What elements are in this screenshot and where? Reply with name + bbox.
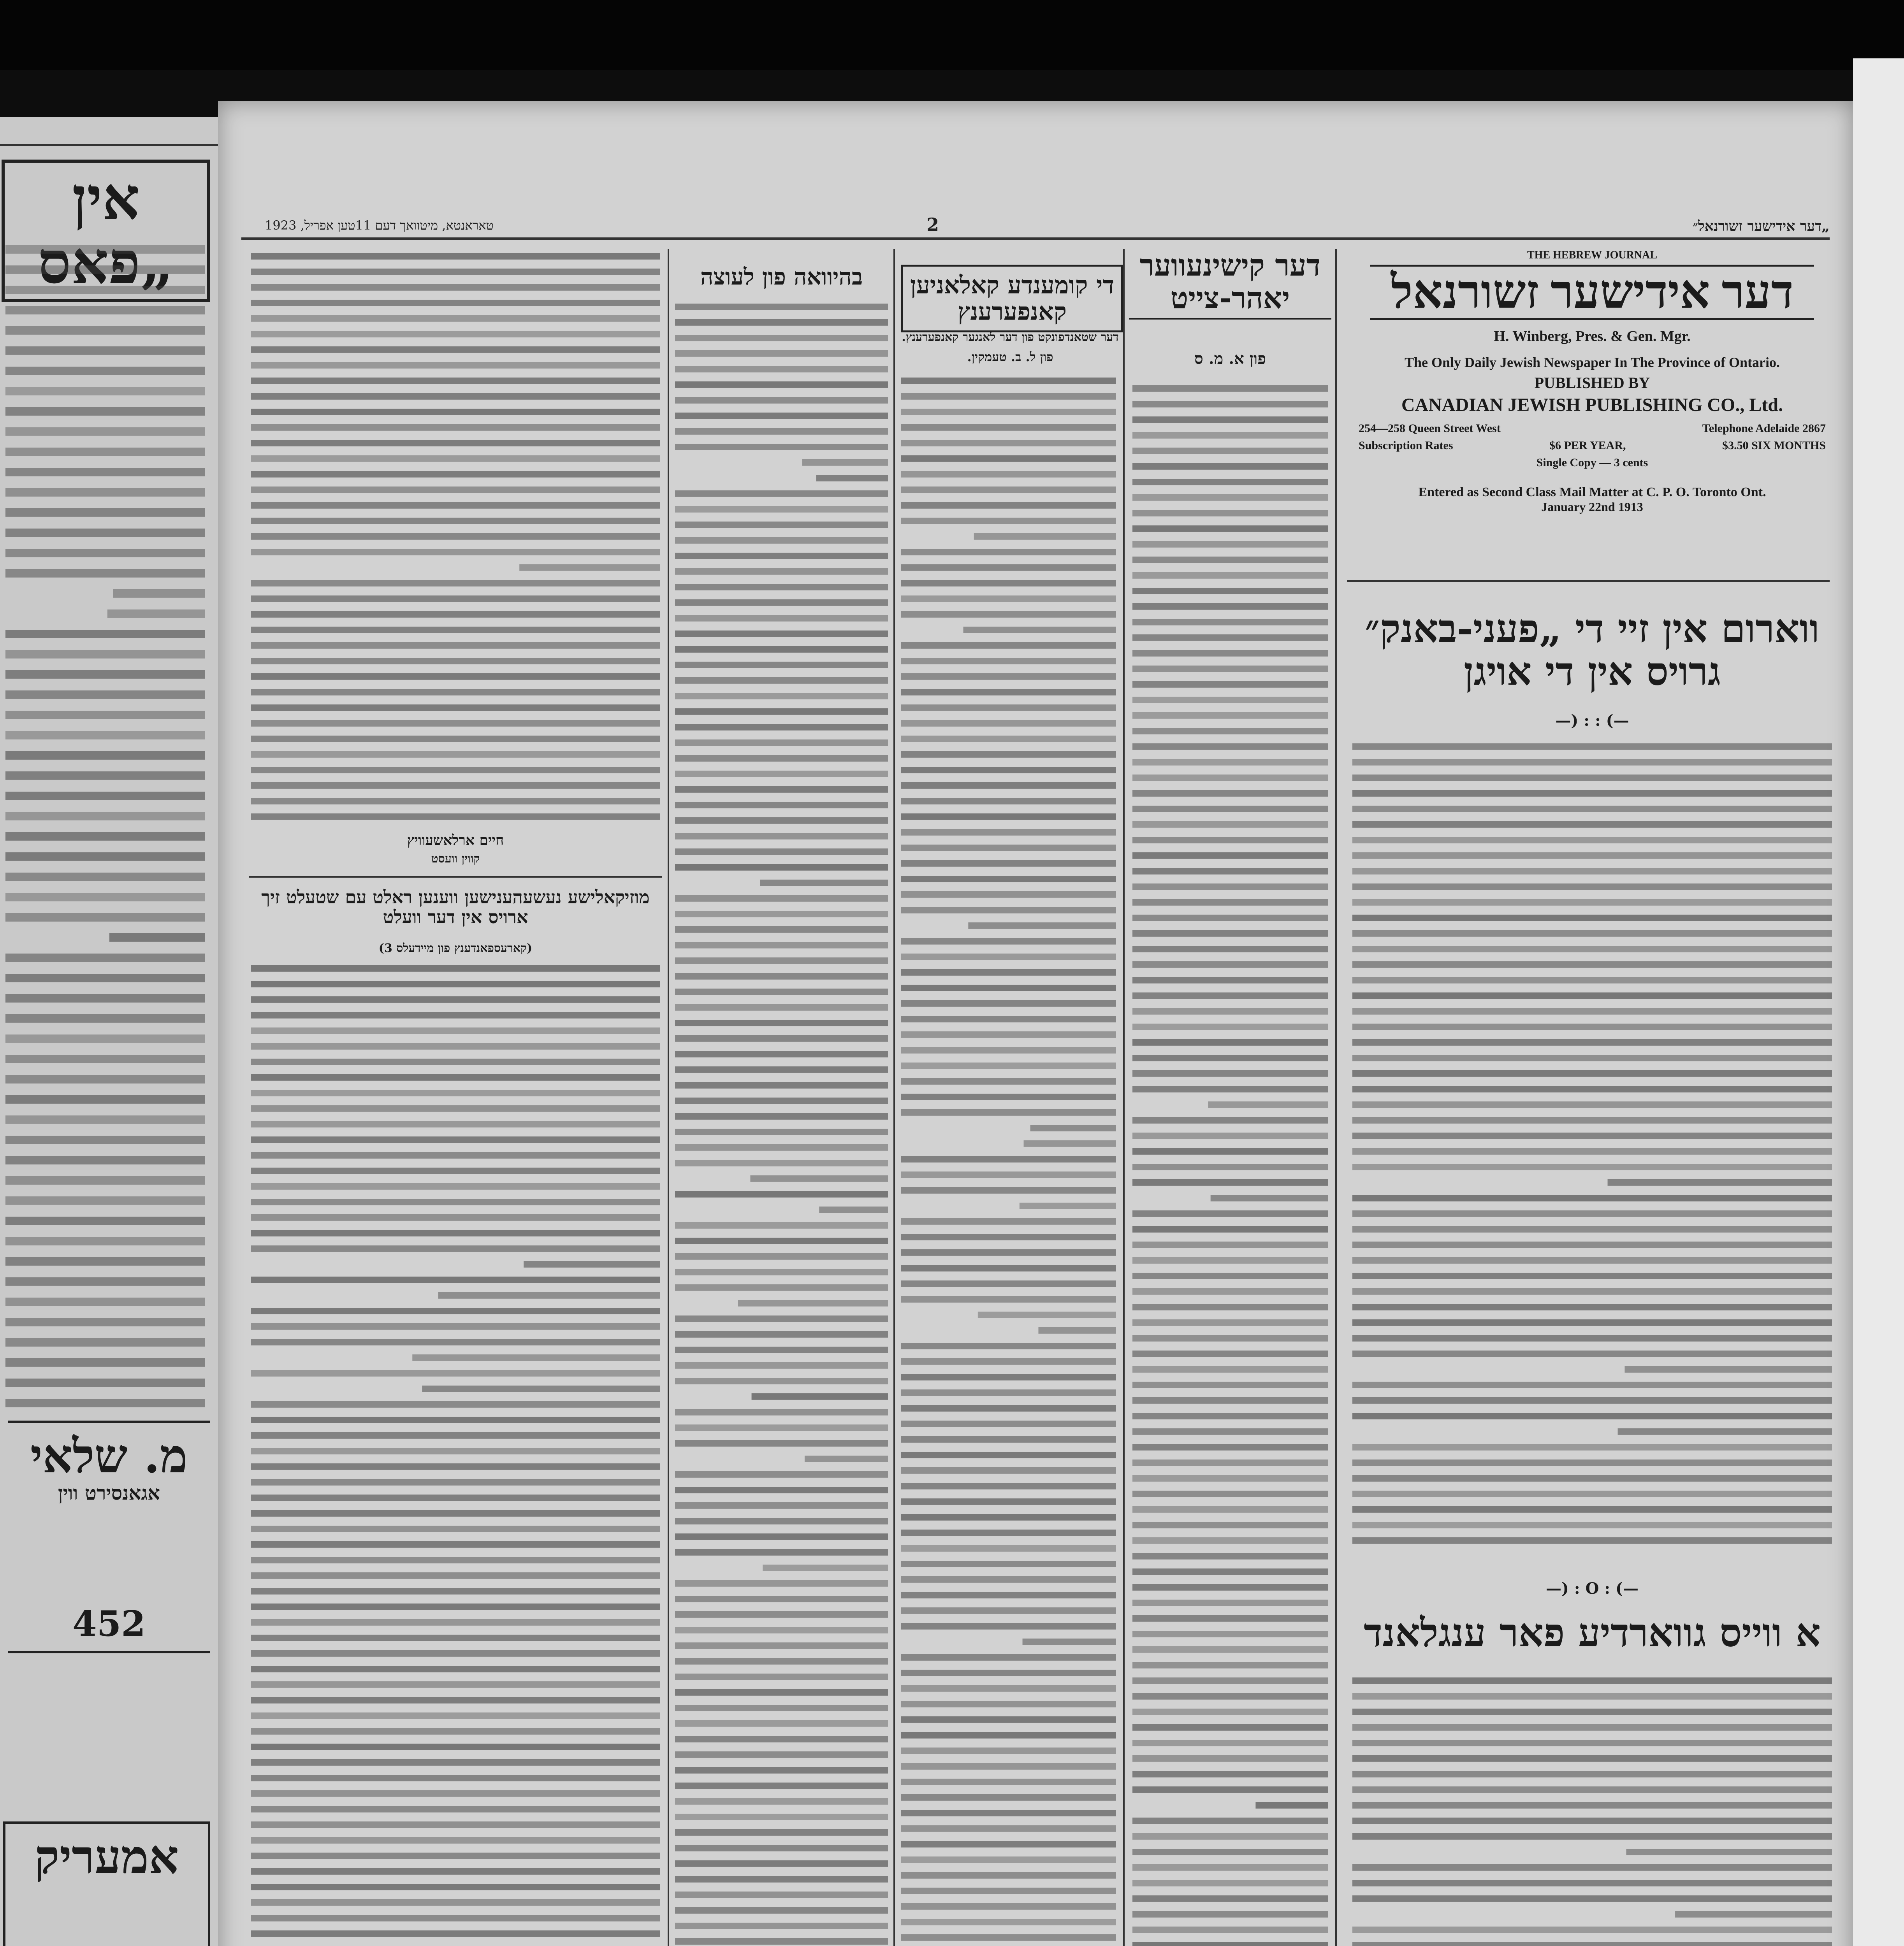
second-article-text-lines [1351,1674,1834,1946]
editorial-divider: —) : : (— [1555,711,1629,730]
left-ad-phone: 452 [72,1603,146,1644]
second-article-body [1351,1674,1834,1946]
editorial-headline: ווארום אין זיי די „פעני-באנק״ גרויס אין די אויגן [1365,606,1820,694]
left-ad-sub: אגאנסירט ווין [58,1481,160,1504]
left-column-top-body [249,249,662,833]
kishinev-text-lines [1131,381,1329,1946]
editorial-body [1351,739,1834,1557]
music-text-lines [249,961,662,1946]
zion-body [673,300,890,1946]
left-page-ad-1 [8,1421,210,1653]
single-copy-price: Single Copy — 3 cents [1536,456,1648,469]
music-body [249,961,662,1946]
kishinev-body [1131,381,1329,1946]
scan-background-top [0,0,1904,70]
kishinev-headline: דער קישינעווער יאהר-צייט [1129,249,1331,320]
conference-byline: פון ל. ב. טעמקין. [967,350,1053,364]
conference-body [899,374,1117,1946]
masthead-box [1347,249,1837,568]
left-page-headline: אין „פאס [2,160,210,302]
music-headline: מוזיקאלישע נעשעהענישען ווענען ראלט עם שטעלט זיך ארויס אין דער וועלט [261,887,650,927]
conference-subhead: דער שטאנדפונקט פון דער לאנגער קאנפערענץ. [902,330,1119,344]
subscription-label: Subscription Rates [1359,439,1453,452]
left-ad-name: מ. שלאי [30,1429,188,1484]
subscription-year: $6 PER YEAR, [1549,439,1626,452]
second-headline: א ווייס גווארדיע פאר ענגלאנד [1364,1610,1821,1656]
zion-headline: בהיוואה פון לעוצה [700,263,863,290]
mail-registration: Entered as Second Class Mail Matter at C. P. O. Toronto Ont. [1418,485,1766,499]
masthead-address: 254—258 Queen Street West [1359,422,1501,435]
conference-headline: די קומענדע קאלאניען קאנפערענץ [901,265,1123,332]
editorial-text-lines [1351,739,1834,1557]
left-page-fragment [0,117,222,1946]
masthead-telephone: Telephone Adelaide 2867 [1702,422,1826,435]
left-page-ad-2 [3,1821,210,1946]
adjacent-page-edge [1853,58,1904,1946]
running-head-title: „דער אידישער זשורנאל״ [1693,218,1830,234]
subscription-six: $3.50 SIX MONTHS [1722,439,1826,452]
left-ad2-headline: אמעריק [34,1830,179,1885]
left-column-top-text-lines [249,249,662,833]
masthead-small-title: THE HEBREW JOURNAL [1527,249,1657,261]
masthead-company: CANADIAN JEWISH PUBLISHING CO., Ltd. [1401,395,1783,415]
masthead-published-by: PUBLISHED BY [1534,374,1650,392]
masthead-title: דער אידישער זשורנאל [1370,265,1814,320]
left-page-text-column [4,241,206,1409]
closing-signature: חיים ארלאשעוויץ [407,832,504,848]
running-head-dateline: טאראנטא, מיטוואך דעם 11טען אפריל, 1923 [265,218,494,233]
mail-registration-date: January 22nd 1913 [1541,500,1643,514]
masthead-publisher: H. Winberg, Pres. & Gen. Mgr. [1494,328,1691,344]
page-number: 2 [927,214,939,235]
kishinev-byline: פון א. מ. ס [1194,350,1266,368]
masthead-tagline: The Only Daily Jewish Newspaper In The Province of Ontario. [1404,355,1780,370]
zion-text-lines [673,300,890,1946]
conference-text-lines [899,374,1117,1946]
left-page-text-lines [4,241,206,1409]
header-rule [241,237,1830,240]
music-subhead: (קארעספאנדענץ פון מיידעלס 3) [378,941,533,955]
closing-signature-2: קווין וועסט [431,852,480,866]
newspaper-page [218,101,1853,1946]
second-divider: —) : O : (— [1546,1579,1639,1598]
